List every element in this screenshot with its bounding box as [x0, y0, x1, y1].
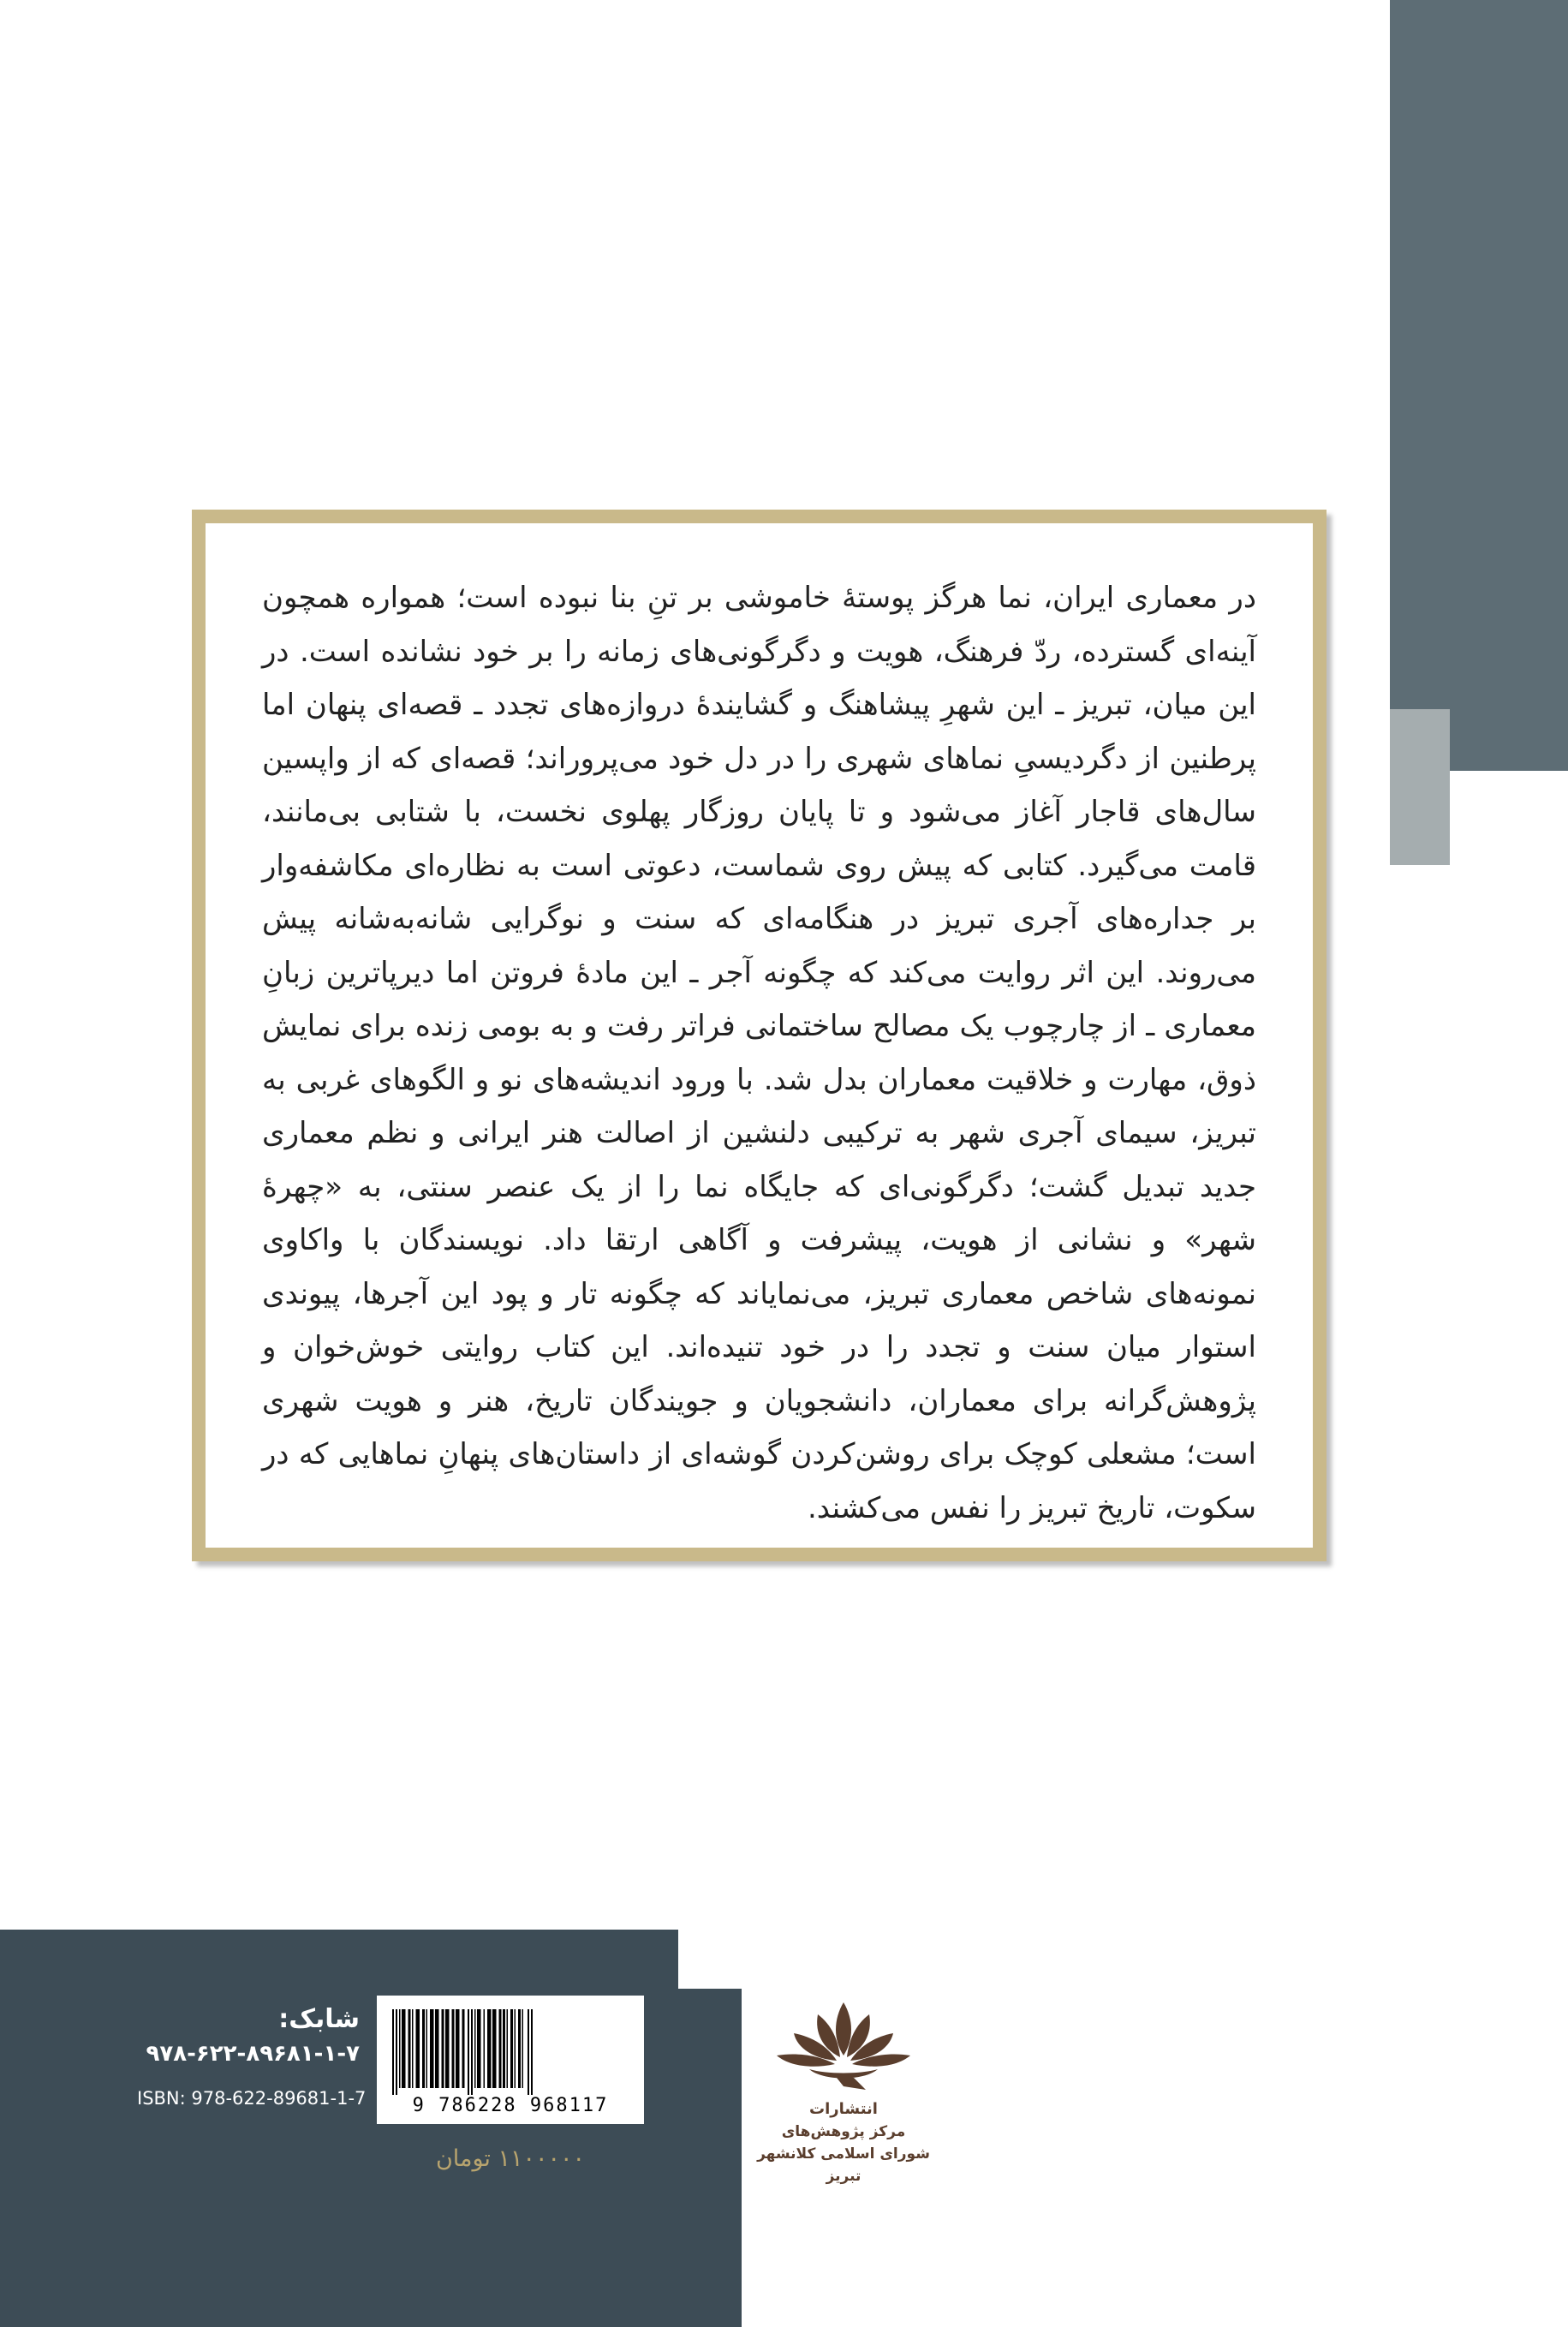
isbn-block — [137, 2002, 367, 2131]
barcode-bar — [468, 2009, 469, 2095]
barcode-bar — [515, 2009, 516, 2088]
barcode-bar — [416, 2009, 420, 2088]
price: ۱۱۰۰۰۰۰ تومان — [435, 2145, 586, 2172]
barcode-bar — [531, 2009, 533, 2095]
barcode-bar — [430, 2009, 434, 2088]
barcode-bar — [399, 2009, 401, 2088]
barcode-bar — [392, 2009, 394, 2095]
barcode-bar — [487, 2009, 492, 2088]
barcode-bar — [510, 2009, 513, 2088]
barcode-bar — [474, 2009, 476, 2088]
barcode-bar — [445, 2009, 450, 2088]
barcode-bar — [426, 2009, 428, 2088]
barcode-bar — [499, 2009, 502, 2088]
publisher-line-1: انتشارات — [809, 2100, 878, 2118]
barcode-bar — [452, 2009, 455, 2088]
barcode-digits: 9 786228 968117 — [412, 2095, 609, 2116]
blurb-frame — [192, 510, 1327, 1561]
barcode-bar — [408, 2009, 411, 2088]
barcode-bar — [442, 2009, 444, 2088]
publisher-name — [754, 2098, 933, 2187]
barcode-bar — [435, 2009, 439, 2088]
barcode-bar — [522, 2009, 524, 2088]
barcode-bar — [484, 2009, 486, 2088]
barcode-bar — [412, 2009, 414, 2088]
barcode-bar — [518, 2009, 521, 2088]
isbn-number-latin: ISBN: 978-622-89681-1-7 — [137, 2088, 367, 2109]
isbn-label: شابک: — [278, 2004, 360, 2034]
isbn-number-persian: ۹۷۸-۶۲۲-۸۹۶۸۱-۱-۷ — [146, 2041, 360, 2067]
barcode — [377, 1996, 644, 2124]
top-right-band — [1390, 0, 1568, 771]
barcode-bar — [492, 2009, 497, 2088]
barcode-bar — [402, 2009, 406, 2088]
publisher-line-2: مرکز پژوهش‌های — [781, 2123, 906, 2140]
barcode-bars — [389, 2009, 632, 2095]
barcode-bar — [396, 2009, 397, 2095]
barcode-bar — [422, 2009, 425, 2088]
barcode-bar — [462, 2009, 465, 2088]
publisher-line-3: شورای اسلامی کلانشهر تبریز — [757, 2145, 930, 2185]
barcode-bar — [507, 2009, 509, 2088]
back-cover-blurb: در معماری ایران، نما هرگز پوستهٔ خاموشی بر تنِ بنا نبوده است؛ همواره همچون آینه‌ای گسترده، ردّ فرهنگ، هویت و دگرگونی‌های زمانه را بر خود نشانده است. در این میان، تبریز ـ این شهرِ پیشاهنگ و گشایندهٔ دروازه‌های تجدد ـ قصه‌ای پنهان اما پرطنین از دگردیسیِ نماهای شهری را در دل خود می‌پروراند؛ قصه‌ای که از واپسین سال‌های قاجار آغاز می‌شود و تا پایان روزگار پهلوی نخست، با شتابی بی‌مانند، قامت می‌گیرد. کتابی که پیش روی شماست، دعوتی است به نظاره‌ای مکاشفه‌وار بر جداره‌های آجری تبریز در هنگامه‌ای که سنت و نوگرایی شانه‌به‌شانه پیش می‌روند. این اثر روایت می‌کند که چگونه آجر ـ این مادهٔ فروتن اما دیرپاترین زبانِ معماری ـ از چارچوب یک مصالح ساختمانی فراتر رفت و به بومی زنده برای نمایش ذوق، مهارت و خلاقیت معماران بدل شد. با ورود اندیشه‌های نو و الگوهای غربی به تبریز، سیمای آجری شهر به ترکیبی دلنشین از اصالت هنر ایرانی و نظم معماری جدید تبدیل گشت؛ دگرگونی‌ای که جایگاه نما را از یک عنصر سنتی، به «چهرهٔ شهر» و نشانی از هویت، پیشرفت و آگاهی ارتقا داد. نویسندگان با واکاوی نمونه‌های شاخص معماری تبریز، می‌نمایاند که چگونه تار و پود این آجرها، پیوندی استوار میان سنت و تجدد را در خود تنیده‌اند. این کتاب روایتی خوش‌خوان و پژوهش‌گرانه برای معماران، دانشجویان و جویندگان تاریخ، هنر و هویت شهری است؛ مشعلی کوچک برای روشن‌کردن گوشه‌ای از داستان‌های پنهانِ نماهایی که در سکوت، تاریخ تبریز را نفس می‌کشند. — [262, 581, 1256, 1525]
lotus-flower-icon — [758, 1996, 929, 2098]
barcode-bar — [456, 2009, 460, 2088]
barcode-bar — [528, 2009, 529, 2095]
barcode-bar — [503, 2009, 505, 2088]
spine-tab — [1390, 709, 1450, 865]
barcode-bar — [471, 2009, 473, 2095]
barcode-bar — [477, 2009, 481, 2088]
